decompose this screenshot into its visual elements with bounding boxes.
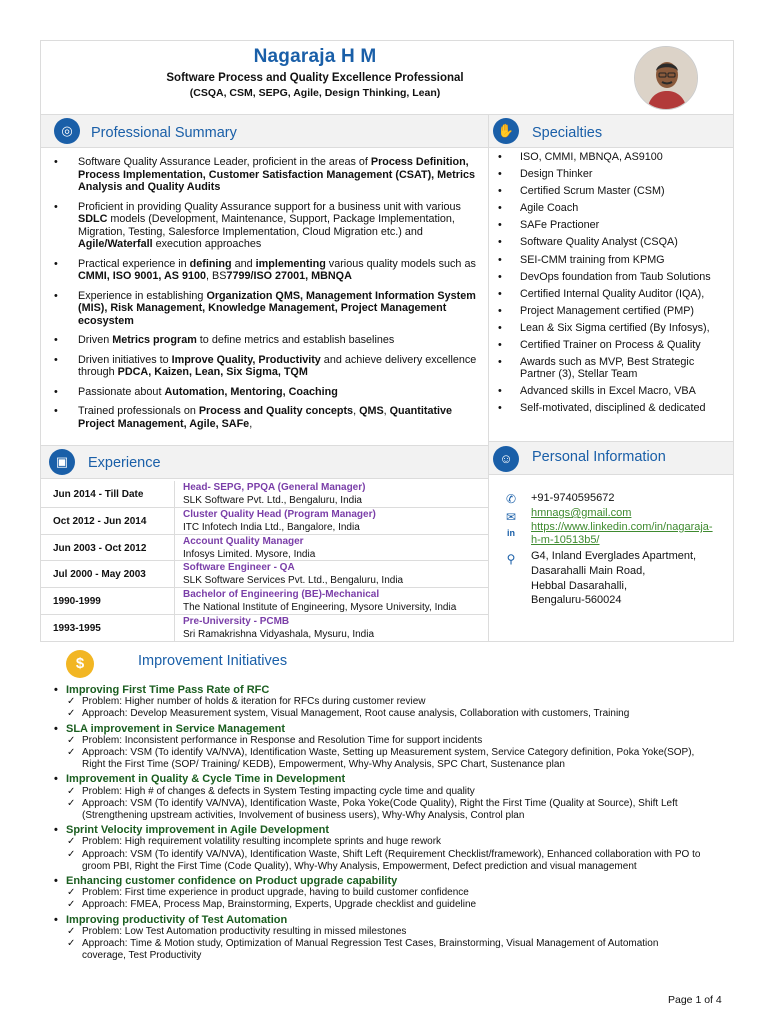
problem-text: Problem: First time experience in product upgrade, having to build customer confidence	[82, 887, 469, 899]
specialty-item: • Agile Coach	[496, 203, 732, 215]
check-icon: ✓	[67, 887, 76, 899]
approach-text: Approach: Time & Motion study, Optimization of Manual Regression Test Cases, Brainstorming, Visual Management of Automation	[82, 938, 659, 950]
cell-divider	[174, 508, 175, 534]
check-icon: ✓	[67, 848, 76, 860]
experience-date: 1990-1999	[53, 596, 101, 608]
summary-item: • Driven initiatives to Improve Quality, Productivity and achieve delivery excellence through PDCA, Kaizen, Lean, Six Sigma, TQM	[52, 354, 482, 379]
person-icon: ☺	[493, 446, 519, 472]
initiative-problem	[52, 786, 732, 798]
initiative-title: • Improvement in Quality & Cycle Time in Development	[52, 773, 732, 785]
approach-text: Approach: VSM (To identify VA/NVA), Identification Waste, Poka Yoke(Code Quality), Right the First Time (Quality at Source), Shift Left	[82, 797, 678, 809]
initiative-title: • Enhancing customer confidence on Product upgrade capability	[52, 875, 732, 887]
specialties-list	[496, 152, 732, 420]
linkedin-link-cont[interactable]: h-m-10513b5/	[531, 534, 600, 546]
email-icon: ✉	[505, 510, 517, 524]
improvement-heading: Improvement Initiatives	[138, 653, 288, 669]
specialty-item: • Design Thinker	[496, 169, 732, 181]
page-number: Page 1 of 4	[668, 994, 722, 1006]
initiative-approach	[52, 849, 732, 861]
check-icon: ✓	[67, 734, 76, 746]
summary-item: • Software Quality Assurance Leader, proficient in the areas of Process Definition, Process Implementation, Customer Satisfaction Management (CSAT), Metrics Analysis and Quality Audits	[52, 156, 482, 194]
initiative-approach	[52, 747, 732, 759]
address-line: Bengaluru-560024	[531, 594, 622, 606]
experience-role: Pre-University - PCMB	[183, 615, 290, 627]
specialty-item: • Software Quality Analyst (CSQA)	[496, 237, 732, 249]
cell-divider	[174, 535, 175, 561]
column-divider	[488, 114, 489, 642]
experience-role: Cluster Quality Head (Program Manager)	[183, 508, 376, 520]
summary-heading: Professional Summary	[91, 125, 237, 141]
summary-item: • Practical experience in defining and implementing various quality models such as CMMI, ISO 9001, AS 9100, BS7799/ISO 27001, MBNQA	[52, 258, 482, 283]
linkedin-link[interactable]: https://www.linkedin.com/in/nagaraja-	[531, 521, 713, 533]
specialties-heading: Specialties	[532, 125, 603, 141]
initiative-title: • Improving First Time Pass Rate of RFC	[52, 684, 732, 696]
check-icon: ✓	[67, 797, 76, 809]
problem-text: Problem: High # of changes & defects in System Testing impacting cycle time and quality	[82, 785, 475, 797]
experience-org: Infosys Limited. Mysore, India	[183, 548, 316, 560]
experience-role: Head- SEPG, PPQA (General Manager)	[183, 482, 366, 493]
check-icon: ✓	[67, 938, 76, 950]
candidate-title: Software Process and Quality Excellence Professional	[166, 72, 464, 84]
initiative-problem	[52, 836, 732, 848]
specialty-item: • Certified Scrum Master (CSM)	[496, 186, 732, 198]
address-line: Dasarahalli Main Road,	[531, 565, 646, 577]
candidate-certs: (CSQA, CSM, SEPG, Agile, Design Thinking, Lean)	[189, 87, 441, 99]
handshake-icon: ✋	[493, 118, 519, 144]
approach-text: Approach: FMEA, Process Map, Brainstorming, Experts, Upgrade checklist and guideline	[82, 899, 477, 911]
cell-divider	[174, 588, 175, 614]
target-icon: ◎	[54, 118, 80, 144]
specialty-item: • Lean & Six Sigma certified (By Infosys),	[496, 323, 732, 335]
specialty-item: • Advanced skills in Excel Macro, VBA	[496, 386, 732, 398]
experience-role: Software Engineer - QA	[183, 562, 295, 574]
initiative-approach	[52, 899, 732, 911]
dollar-icon: $	[66, 650, 94, 678]
check-icon: ✓	[67, 708, 76, 720]
approach-continued: coverage, Test Productivity	[82, 950, 202, 962]
cell-divider	[174, 615, 175, 642]
specialty-item: • DevOps foundation from Taub Solutions	[496, 272, 732, 284]
experience-heading: Experience	[88, 455, 161, 471]
resume-header	[40, 40, 590, 112]
initiative-problem	[52, 887, 732, 899]
experience-role: Account Quality Manager	[183, 535, 304, 547]
specialty-item: • Awards such as MVP, Best Strategic Partner (3), Stellar Team	[496, 357, 732, 381]
check-icon: ✓	[67, 696, 76, 708]
summary-item: • Experience in establishing Organization QMS, Management Information System (MIS), Risk Management, Knowledge Management, Project Management ecosystem	[52, 290, 482, 328]
experience-org: SLK Software Pvt. Ltd., Bengaluru, India	[183, 495, 362, 506]
experience-role: Bachelor of Engineering (BE)-Mechanical	[183, 589, 380, 601]
experience-org: Sri Ramakrishna Vidyashala, Mysuru, India	[183, 628, 375, 640]
problem-text: Problem: Inconsistent performance in Response and Resolution Time for support incidents	[82, 734, 483, 746]
experience-date: Jun 2003 - Oct 2012	[53, 542, 147, 554]
initiative-problem	[52, 735, 732, 747]
initiative-approach	[52, 798, 732, 810]
specialty-item: • SEI-CMM training from KPMG	[496, 255, 732, 267]
approach-text: Approach: VSM (To identify VA/NVA), Identification Waste, Setting up Measurement system, Service Category definition, Poka Yoke(SOP),	[82, 747, 695, 759]
approach-text: Approach: Develop Measurement system, Visual Management, Root cause analysis, Collaboration with customers, Training	[82, 708, 630, 720]
experience-date: Jun 2014 - Till Date	[53, 489, 144, 500]
experience-row	[41, 508, 488, 535]
location-icon: ⚲	[506, 552, 516, 566]
problem-text: Problem: High requirement volatility resulting incomplete sprints and huge rework	[82, 836, 442, 848]
experience-row	[41, 535, 488, 562]
briefcase-icon: ▣	[49, 449, 75, 475]
initiative-approach	[52, 708, 732, 720]
approach-continued: (Strengthening upstream activities, Involvement of business users), Why-Why Analysis, Control plan	[82, 810, 525, 822]
check-icon: ✓	[67, 785, 76, 797]
cell-divider	[174, 481, 175, 507]
email-link[interactable]: hmnags@gmail.com	[531, 507, 632, 519]
personal-heading: Personal Information	[532, 449, 666, 465]
approach-text: Approach: VSM (To identify VA/NVA), Identification Waste, Shift Left (Requirement Checklist/framework), Enhanced collaboration with PO to	[82, 848, 701, 860]
experience-table	[41, 481, 488, 642]
check-icon: ✓	[67, 899, 76, 911]
initiative-title: • SLA improvement in Service Management	[52, 723, 732, 735]
check-icon: ✓	[67, 925, 76, 937]
experience-row	[41, 481, 488, 508]
address-line: G4, Inland Everglades Apartment,	[531, 550, 697, 562]
experience-row	[41, 588, 488, 615]
specialty-item: • ISO, CMMI, MBNQA, AS9100	[496, 152, 732, 164]
specialties-band	[489, 114, 733, 148]
specialty-item: • Certified Internal Quality Auditor (IQA),	[496, 289, 732, 301]
problem-text: Problem: Low Test Automation productivity resulting in missed milestones	[82, 925, 407, 937]
initiative-approach	[52, 938, 732, 950]
summary-item: • Trained professionals on Process and Quality concepts, QMS, Quantitative Project Management, Agile, SAFe,	[52, 405, 482, 430]
specialty-item: • Project Management certified (PMP)	[496, 306, 732, 318]
approach-continued: groom PBI, Right the First Time (Code Quality), Why-Why Analysis, Empowerment, Defect prediction and visual management	[82, 860, 637, 872]
experience-row	[41, 561, 488, 588]
phone-icon: ✆	[505, 492, 517, 506]
initiative-title: • Sprint Velocity improvement in Agile Development	[52, 824, 732, 836]
specialty-item: • SAFe Practioner	[496, 220, 732, 232]
summary-item: • Passionate about Automation, Mentoring, Coaching	[52, 386, 482, 399]
initiative-problem	[52, 926, 732, 938]
summary-list	[52, 156, 482, 437]
improvement-list	[52, 682, 732, 962]
specialty-item: • Certified Trainer on Process & Quality	[496, 340, 732, 352]
summary-item: • Proficient in providing Quality Assurance support for a business unit with various SDLC models (Development, Maintenance, Support, Package Implementation, Migration, Testing, Salesforce Implementation, Cloud Migration etc.) and Agile/Waterfall execution approaches	[52, 201, 482, 251]
phone-number: +91-9740595672	[531, 492, 615, 504]
experience-org: The National Institute of Engineering, Mysore University, India	[183, 602, 457, 614]
experience-row	[41, 615, 488, 642]
linkedin-icon: in	[507, 528, 515, 538]
profile-photo	[634, 46, 698, 110]
approach-continued: Right the First Time (SOP/ Training/ KEDB), Empowerment, Why-Why Analysis, SPC Chart, Sustenance plan	[82, 759, 565, 771]
candidate-name: Nagaraja H M	[253, 46, 377, 67]
address-line: Hebbal Dasarahalli,	[531, 580, 627, 592]
experience-org: ITC Infotech India Ltd., Bangalore, India	[183, 521, 360, 533]
cell-divider	[174, 561, 175, 587]
specialty-item: • Self-motivated, disciplined & dedicated	[496, 403, 732, 415]
experience-date: Oct 2012 - Jun 2014	[53, 515, 147, 527]
experience-org: SLK Software Services Pvt. Ltd., Bengaluru, India	[183, 575, 404, 587]
summary-item: • Driven Metrics program to define metrics and establish baselines	[52, 334, 482, 347]
initiative-problem	[52, 696, 732, 708]
initiative-title: • Improving productivity of Test Automation	[52, 914, 732, 926]
experience-date: Jul 2000 - May 2003	[53, 569, 146, 581]
experience-date: 1993-1995	[53, 622, 101, 634]
check-icon: ✓	[67, 747, 76, 759]
problem-text: Problem: Higher number of holds & iteration for RFCs during customer review	[82, 696, 426, 708]
check-icon: ✓	[67, 836, 76, 848]
